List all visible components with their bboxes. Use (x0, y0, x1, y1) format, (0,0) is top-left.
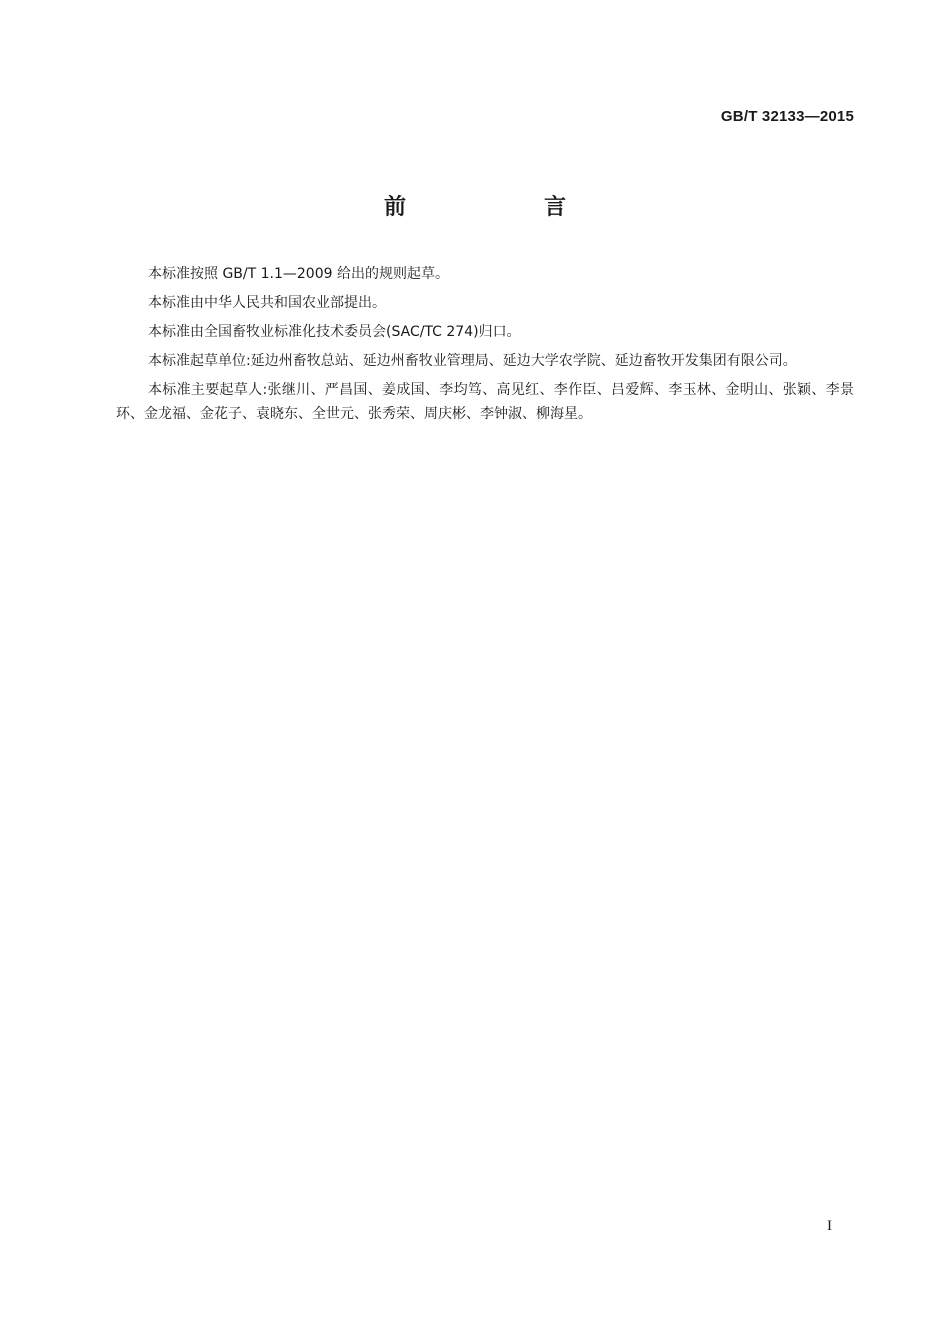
page-number: I (827, 1218, 832, 1234)
paragraph-drafters: 本标准主要起草人:张继川、严昌国、姜成国、李均笃、高见红、李作臣、吕爱辉、李玉林、金明山、张颖、李景环、金龙福、金花子、袁晓东、全世元、张秀荣、周庆彬、李钟淑、柳海星。 (116, 382, 854, 422)
paragraph-drafting-units: 本标准起草单位:延边州畜牧总站、延边州畜牧业管理局、延边大学农学院、延边畜牧开发集团有限公司。 (148, 353, 797, 369)
foreword-body (116, 262, 854, 431)
standard-number: GB/T 32133—2015 (720, 108, 854, 125)
paragraph-proposer: 本标准由中华人民共和国农业部提出。 (148, 295, 386, 311)
paragraph-committee: 本标准由全国畜牧业标准化技术委员会(SAC/TC 274)归口。 (148, 324, 521, 340)
paragraph-drafting-rules: 本标准按照 GB/T 1.1—2009 给出的规则起草。 (148, 266, 449, 282)
page-title: 前 言 (383, 195, 624, 220)
